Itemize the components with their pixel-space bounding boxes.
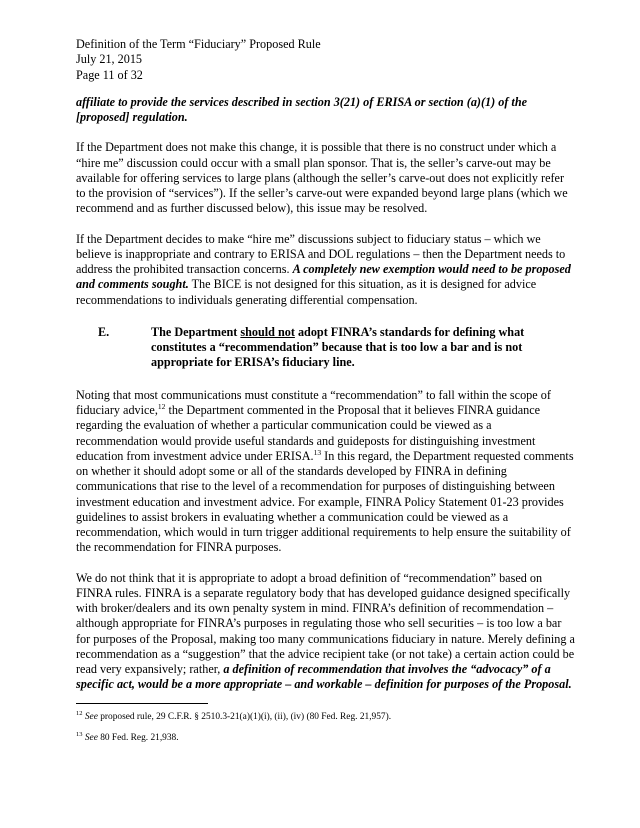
footnote-signal: See [84,733,98,743]
footnote-ref-13[interactable]: 13 [313,447,322,457]
paragraph-finra-guidance [76,388,576,556]
paragraph-text: We do not think that it is appropriate to adopt a broad definition of “recommendation” based on FINRA rules. FINRA is a separate regulatory body that has developed guidance designed specifically with broker/dealers and its own penalty system in mind. FINRA’s definition of recommendation – although appropriate for FINRA’s purposes in regulating those who sell securities – is too low a bar for purposes of the Proposal, making too many communications fiduciary in nature. Merely defining a recommendation as a “suggestion” that the advice recipient take (or not take) a certain action could be read very expansively; rather, [76,570,575,677]
heading-underlined-text: should not [240,324,295,339]
section-heading-e [76,325,576,371]
paragraph-text: the Department commented in the Proposal that it believes FINRA guidance regarding the evaluation of whether a particular communication could be viewed as a recommendation would provide useful standards and guideposts for distinguishing investment education from investment advice under ERISA. [76,403,541,463]
footnote-number: 12 [76,709,83,717]
paragraph-text: Noting that most communications must constitute a “recommendation” to fall within the scope of fiduciary advice, [76,387,551,418]
heading-text: The Department [151,324,241,339]
footnote-12 [76,711,576,723]
section-label: E. [98,324,110,339]
footnotes [76,703,576,753]
paragraph-text: If the Department decides to make “hire me” discussions subject to fiduciary status – which we believe is inappropriate and contrary to ERISA and DOL regulations – then the Department needs to address the prohibited transaction concerns. [76,231,566,277]
paragraph-text: The BICE is not designed for this situation, as it is designed for advice recommendations to individuals generating differential compensation. [76,277,537,307]
paragraph-continued-quote: affiliate to provide the services described in section 3(21) of ERISA or section (a)(1) of the [proposed] regulation. [76,94,528,125]
footnote-divider [76,703,208,704]
footnote-text: proposed rule, 29 C.F.R. § 2510.3-21(a)(1)(i), (ii), (iv) (80 Fed. Reg. 21,957). [97,712,392,722]
footnote-ref-12[interactable]: 12 [157,401,166,411]
letter-page [76,37,576,693]
header-date: July 21, 2015 [76,52,143,67]
header-title: Definition of the Term “Fiduciary” Proposed Rule [76,37,321,51]
emphasis-text: A completely new exemption would need to be proposed and comments sought. [76,262,571,292]
paragraph-prohibited-transaction [76,232,576,308]
paragraph-hire-me-construct: If the Department does not make this change, it is possible that there is no construct under which a “hire me” discussion could occur with a small plan sponsor. That is, the seller’s carve-out may be available for offering services to large plans (although the seller’s carve-out does not explicitly refer to the provision of “services”). If the seller’s carve-out were expanded beyond large plans (which we recommend and as further discussed below), this issue may be resolved. [76,140,568,216]
footnote-text: 80 Fed. Reg. 21,938. [97,733,179,743]
heading-text: adopt FINRA’s standards for defining what constitutes a “recommendation” because that is too low a bar and is not appropriate for ERISA’s fiduciary line. [151,324,525,370]
header-page-number: Page 11 of 32 [76,67,143,82]
section-heading-text [151,325,566,371]
footnote-number: 13 [76,730,83,738]
footnote-13 [76,732,576,744]
paragraph-text: In this regard, the Department requested comments on whether it should adopt some or all of the standards developed by FINRA in defining communications that rise to the level of a recommendation for purposes of distinguishing between investment education and investment advice. For example, FINRA Policy Statement 01-23 provides guidelines to assist brokers in evaluating whether a communication could be viewed as a recommendation, which would in turn trigger additional requirements to help ensure the suitability of the recommendation for FINRA purposes. [76,448,574,555]
footnote-signal: See [84,712,98,722]
emphasis-text: a definition of recommendation that involves the “advocacy” of a specific act, would be a more appropriate – and workable – definition for purposes of the Proposal. [76,662,572,692]
page-header [76,37,576,83]
paragraph-recommendation-definition [76,571,576,693]
